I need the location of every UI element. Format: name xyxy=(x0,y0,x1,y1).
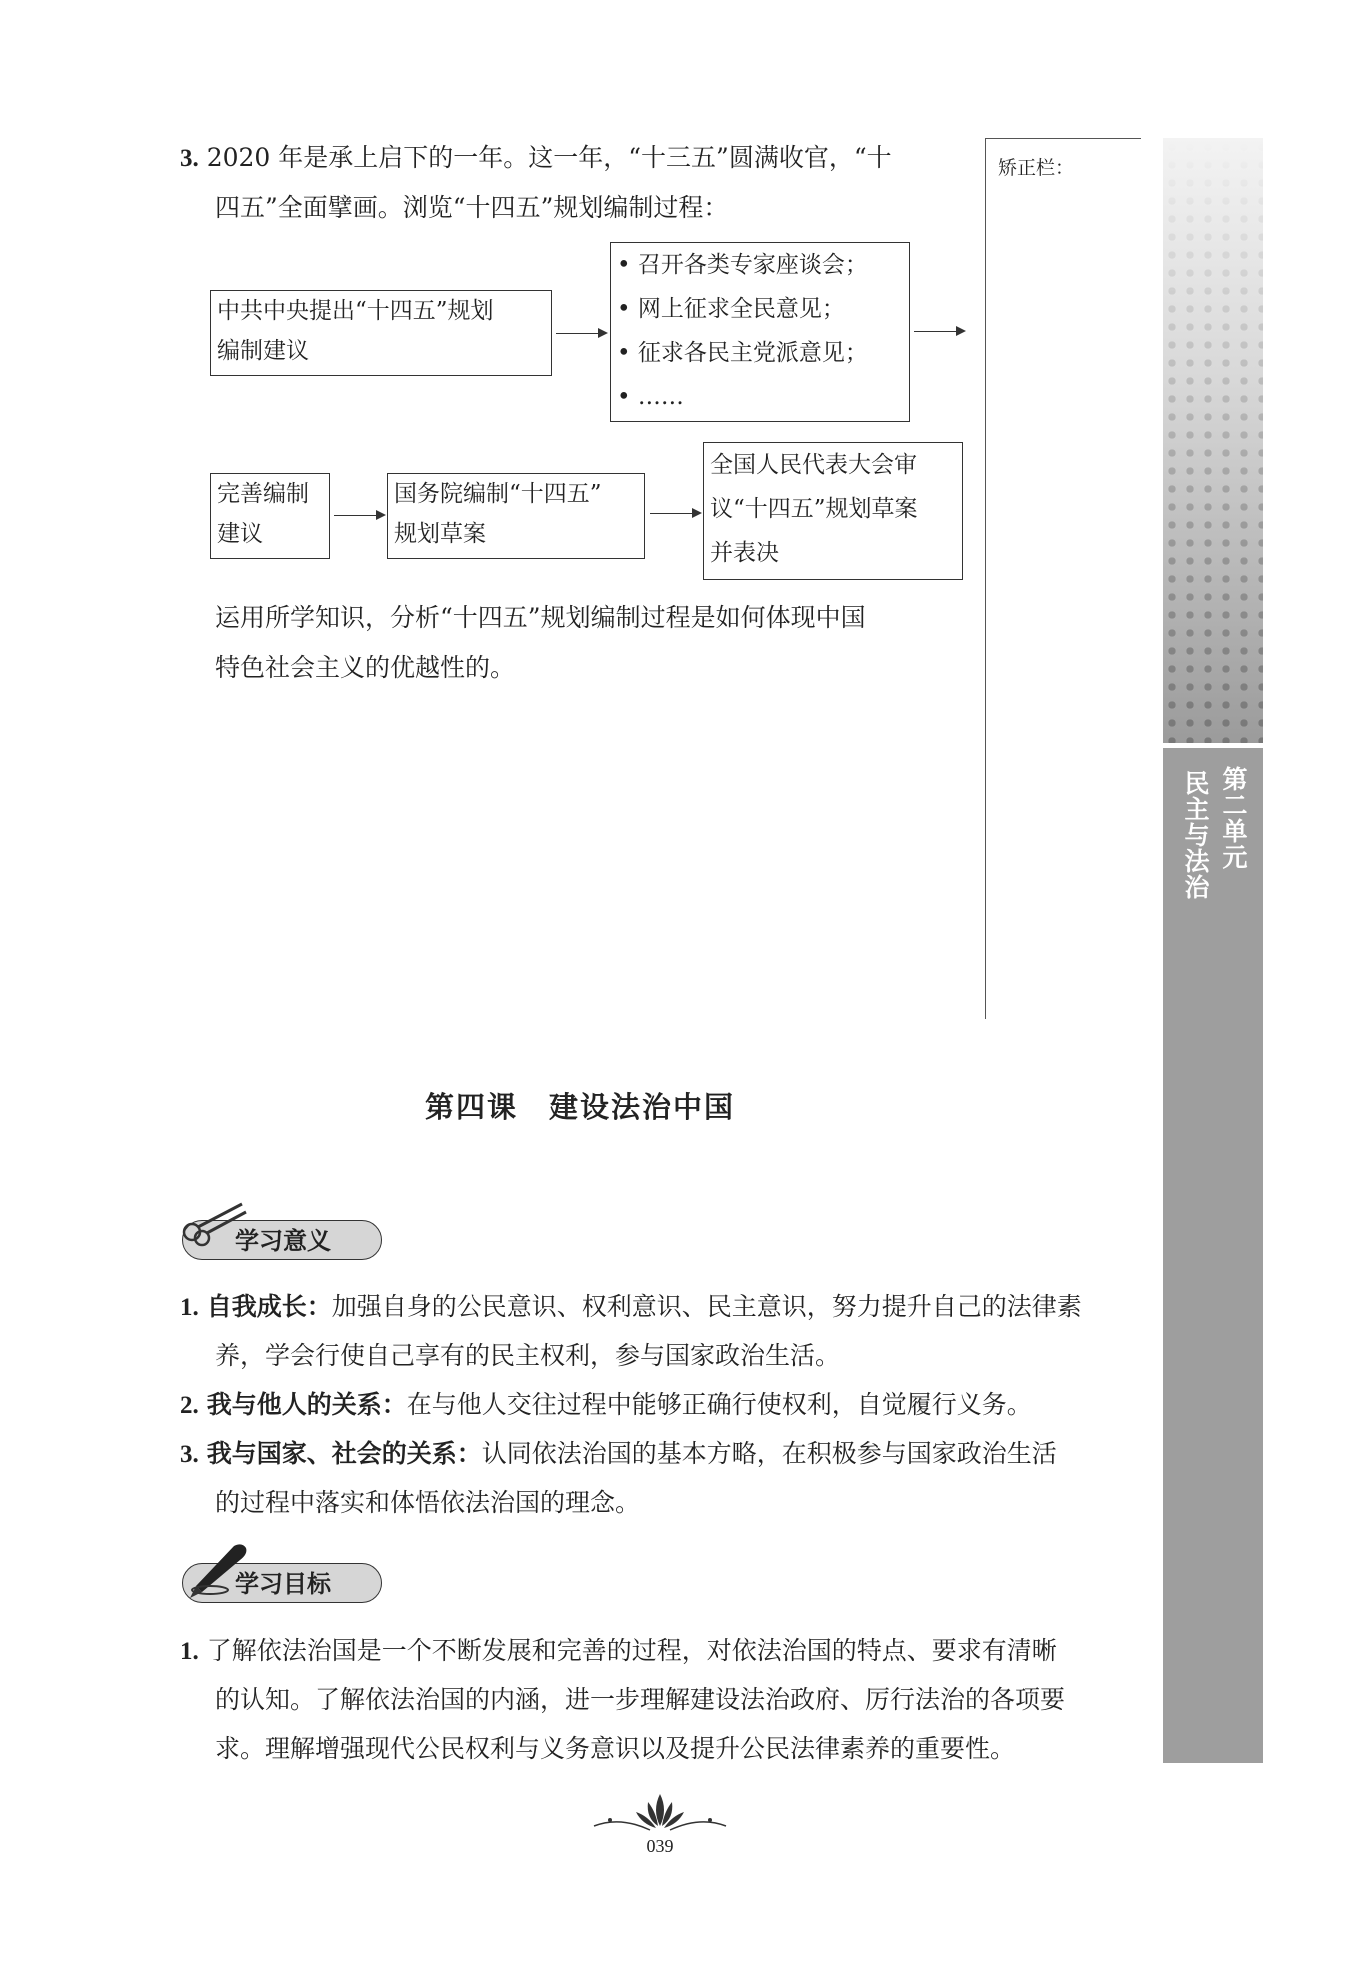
flow-box-text: 并表决 xyxy=(710,540,779,566)
unit-number: 第二单元 xyxy=(1219,766,1248,870)
goal-item-1-line-3: 求。理解增强现代公民权利与义务意识以及提升公民法律素养的重要性。 xyxy=(215,1734,1016,1763)
pen-icon xyxy=(182,1540,252,1600)
question-task-line-1: 运用所学知识，分析“十四五”规划编制过程是如何体现中国 xyxy=(215,603,866,632)
bullet-item: • 征求各民主党派意见； xyxy=(617,340,868,366)
question-3-line-2: 四五”全面擘画。浏览“十四五”规划编制过程： xyxy=(215,193,729,222)
flow-box-text: 规划草案 xyxy=(394,521,486,547)
section-heading-text: 学习意义 xyxy=(235,1227,331,1255)
unit-sidebar xyxy=(1163,748,1263,1763)
item-text: 加强自身的公民意识、权利意识、民主意识，努力提升自己的法律素 xyxy=(331,1292,1082,1321)
bullet-item: • 网上征求全民意见； xyxy=(617,296,845,322)
page-number: 039 xyxy=(646,1836,674,1856)
bullet-item: • 召开各类专家座谈会； xyxy=(617,252,868,278)
arrow-right-icon xyxy=(334,515,384,516)
section-heading-text: 学习目标 xyxy=(235,1570,331,1598)
flow-box-text: 完善编制 xyxy=(217,481,309,507)
goal-item-1-line-2: 的认知。了解依法治国的内涵，进一步理解建设法治政府、厉行法治的各项要 xyxy=(215,1685,1066,1714)
floral-ornament-icon xyxy=(590,1790,730,1836)
item-label: 我与他人的关系： xyxy=(206,1390,407,1419)
question-number: 3. xyxy=(180,145,199,172)
item-number: 1. xyxy=(180,1638,199,1665)
halftone-pattern xyxy=(1163,138,1263,743)
correction-label: 矫正栏： xyxy=(998,157,1075,179)
question-task-line-2: 特色社会主义的优越性的。 xyxy=(215,653,516,682)
item-number: 2. xyxy=(180,1392,199,1419)
flow-box-text: 建议 xyxy=(217,521,263,547)
unit-name: 民主与法治 xyxy=(1181,770,1210,900)
item-number: 3. xyxy=(180,1441,199,1468)
sidebar-decoration xyxy=(1163,138,1263,743)
item-text: 在与他人交往过程中能够正确行使权利，自觉履行义务。 xyxy=(406,1390,1032,1419)
flow-box-text: 国务院编制“十四五” xyxy=(394,481,602,507)
flow-box-refine xyxy=(210,473,330,559)
flow-box-proposal xyxy=(210,290,552,376)
question-3-line-1 xyxy=(180,133,892,184)
meaning-item-3 xyxy=(180,1429,1057,1479)
flow-box-consultation xyxy=(610,242,910,422)
flow-box-text: 编制建议 xyxy=(217,338,309,364)
item-number: 1. xyxy=(180,1294,199,1321)
bullet-item: • …… xyxy=(617,384,684,410)
meaning-item-3-line-2: 的过程中落实和体悟依法治国的理念。 xyxy=(215,1488,641,1517)
flow-box-text: 中共中央提出“十四五”规划 xyxy=(217,298,494,324)
item-text: 认同依法治国的基本方略，在积极参与国家政治生活 xyxy=(481,1439,1057,1468)
item-label: 自我成长： xyxy=(206,1292,332,1321)
question-text: 2020 年是承上启下的一年。这一年，“十三五”圆满收官，“十 xyxy=(206,143,892,172)
meaning-item-1-line-2: 养，学会行使自己享有的民主权利，参与国家政治生活。 xyxy=(215,1341,841,1370)
flow-box-text: 全国人民代表大会审 xyxy=(710,452,917,478)
flow-box-npc xyxy=(703,442,963,580)
scissors-icon xyxy=(180,1198,250,1248)
flow-box-text: 议“十四五”规划草案 xyxy=(710,496,918,522)
correction-column xyxy=(985,138,1141,1019)
arrow-right-icon xyxy=(556,333,606,334)
goal-item-1 xyxy=(180,1626,1057,1676)
meaning-item-2 xyxy=(180,1380,1032,1430)
item-text: 了解依法治国是一个不断发展和完善的过程，对依法治国的特点、要求有清晰 xyxy=(206,1636,1057,1665)
item-label: 我与国家、社会的关系： xyxy=(206,1439,482,1468)
arrow-right-icon xyxy=(650,513,700,514)
arrow-right-icon xyxy=(914,331,964,332)
lesson-title: 第四课 建设法治中国 xyxy=(424,1090,735,1124)
flow-box-state-council xyxy=(387,473,645,559)
meaning-item-1 xyxy=(180,1282,1082,1332)
